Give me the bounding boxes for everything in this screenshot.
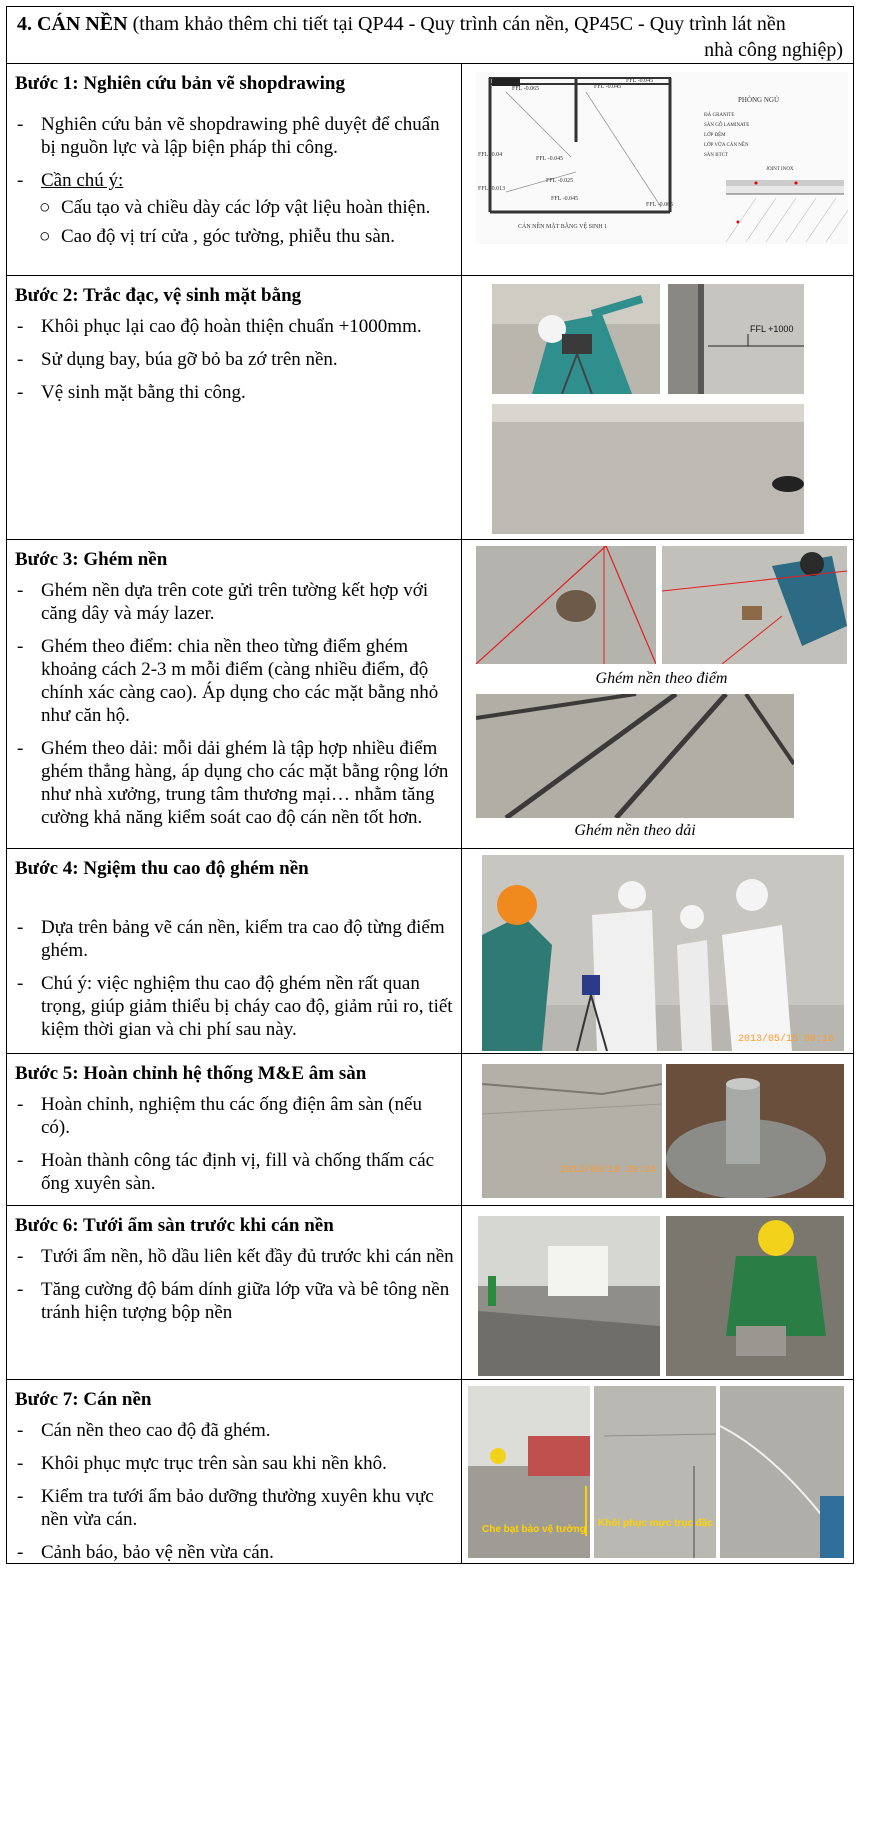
step-title: Bước 6: Tưới ẩm sàn trước khi cán nền — [15, 1215, 334, 1236]
svg-text:JOINT INOX: JOINT INOX — [766, 167, 794, 172]
axis-mark-photo — [594, 1386, 716, 1558]
svg-text:LỚP VỮA CÁN NỀN: LỚP VỮA CÁN NỀN — [704, 143, 749, 148]
photo-timestamp: 2013/06/18 20:24 — [559, 1165, 656, 1176]
list-item: - Cần chú ý: — [15, 169, 455, 192]
list-item: - Tăng cường độ bám dính giữa lớp vữa và bê tông nền tránh hiện tượng bộp nền — [17, 1279, 450, 1323]
section-number: 4. — [17, 13, 32, 35]
surveying-photo — [492, 284, 660, 394]
svg-text:FFL -0.025: FFL -0.025 — [546, 178, 574, 184]
svg-text:FFL -0.045: FFL -0.045 — [626, 78, 654, 84]
step-5-photos — [462, 1054, 853, 1205]
svg-text:FFL -0.04: FFL -0.04 — [478, 152, 503, 158]
pipe-waterproof-photo — [666, 1064, 844, 1198]
step-2-photos — [462, 276, 853, 539]
svg-text:FFL -0.065: FFL -0.065 — [512, 86, 540, 92]
svg-text:LỚP ĐỆM: LỚP ĐỆM — [704, 133, 726, 138]
step-7-photos — [462, 1380, 853, 1563]
step-title: Bước 5: Hoàn chỉnh hệ thống M&E âm sàn — [15, 1063, 367, 1084]
svg-text:FFL -0.013: FFL -0.013 — [478, 186, 506, 192]
list-item: - Cán nền theo cao độ đã ghém. — [17, 1420, 271, 1441]
section-note: (tham khảo thêm chi tiết tại QP44 - Quy trình cán nền, QP45C - Quy trình lát nền — [132, 13, 786, 35]
list-item: - Cảnh báo, bảo vệ nền vừa cán. — [17, 1542, 274, 1563]
step-title: Bước 7: Cán nền — [15, 1389, 152, 1410]
caption-point: Ghém nền theo điểm — [595, 670, 728, 687]
curing-photo — [720, 1386, 844, 1558]
wall-mark-photo — [668, 284, 804, 394]
section-header — [7, 7, 853, 64]
svg-text:FFL -0.045: FFL -0.045 — [551, 196, 579, 202]
step-3-photos — [462, 540, 853, 848]
step-1-figure — [462, 64, 853, 275]
step-6-photos — [462, 1206, 853, 1379]
sub-list-item: ○ Cấu tạo và chiều dày các lớp vật liệu hoàn thiện. — [39, 197, 431, 218]
list-item: - Hoàn thành công tác định vị, fill và chống thấm các ống xuyên sàn. — [17, 1150, 435, 1194]
step-4-photos — [462, 849, 853, 1053]
clean-floor-photo — [492, 404, 804, 534]
list-item: - Sử dụng bay, búa gỡ bỏ ba zớ trên nền. — [17, 349, 338, 370]
shopdrawing-image — [476, 72, 848, 244]
list-item: - Chú ý: việc nghiệm thu cao độ ghém nền rất quan trọng, giúp giảm thiểu bị cháy cao độ, giảm rủi ro, tiết kiệm thời gian và chi phí sau này. — [17, 973, 453, 1040]
step-5-text — [7, 1054, 462, 1205]
bonding-slurry-photo — [666, 1216, 844, 1376]
svg-text:SÀN BTCT: SÀN BTCT — [704, 153, 729, 158]
list-item: - Vệ sinh mặt bằng thi công. — [17, 382, 246, 403]
step-title: Bước 2: Trắc đạc, vệ sinh mặt bằng — [15, 285, 302, 306]
document-table — [6, 6, 854, 1564]
step-row-1 — [7, 64, 853, 276]
svg-text:FFL -0.065: FFL -0.065 — [646, 202, 674, 208]
svg-text:FFL -0.045: FFL -0.045 — [594, 84, 622, 90]
list-item: - Hoàn chỉnh, nghiệm thu các ống điện âm sàn (nếu có). — [17, 1094, 422, 1138]
svg-text:ĐÁ GRANITE: ĐÁ GRANITE — [704, 113, 735, 118]
step-title: Bước 1: Nghiên cứu bản vẽ shopdrawing — [15, 73, 345, 94]
step-7-text — [7, 1380, 462, 1563]
list-item: - Nghiên cứu bản vẽ shopdrawing phê duyệt để chuẩn bị nguồn lực và lập biện pháp thi công. — [17, 114, 440, 158]
wet-floor-photo — [478, 1216, 660, 1376]
list-item: - Khôi phục mực trục trên sàn sau khi nền khô. — [17, 1453, 387, 1474]
svg-text:FFL -0.045: FFL -0.045 — [536, 156, 564, 162]
list-item: - Dựa trên bảng vẽ cán nền, kiểm tra cao độ từng điểm ghém. — [17, 917, 445, 961]
list-item: - Khôi phục lại cao độ hoàn thiện chuẩn +1000mm. — [17, 316, 422, 337]
floor-conduit-photo — [482, 1064, 662, 1198]
sub-list-item: ○ Cao độ vị trí cửa , góc tường, phiễu thu sàn. — [39, 226, 396, 247]
list-item: - Ghém theo dải: mỗi dải ghém là tập hợp nhiều điểm ghém thẳng hàng, áp dụng cho các mặt bằng rộng lớn như nhà xưởng, trung tâm thương mại… nhằm tăng cường khả năng kiểm soát cao độ cán nền tốt hơn. — [17, 738, 449, 828]
note-label: Cần chú ý: — [41, 170, 124, 191]
section-note-cont: nhà công nghiệp) — [704, 39, 843, 61]
svg-text:PHÒNG NGỦ: PHÒNG NGỦ — [738, 96, 780, 104]
step-row-7 — [7, 1380, 853, 1563]
inspection-photo — [482, 855, 844, 1051]
section-title: CÁN NỀN — [37, 13, 128, 35]
caption-strip: Ghém nền theo dải — [574, 822, 696, 839]
point-screed-photo — [476, 546, 656, 664]
svg-text:SÀN GỖ LAMINATE: SÀN GỖ LAMINATE — [704, 123, 750, 128]
step-1-text — [7, 64, 462, 275]
step-4-text — [7, 849, 462, 1053]
wall-cover-photo — [468, 1386, 590, 1558]
list-item: - Kiểm tra tưới ẩm bảo dưỡng thường xuyên khu vực nền vừa cán. — [17, 1486, 434, 1530]
step-row-4 — [7, 849, 853, 1054]
svg-text:CÁN NỀN MẶT BẰNG VỆ SINH 1: CÁN NỀN MẶT BẰNG VỆ SINH 1 — [518, 224, 608, 230]
list-item: - Ghém nền dựa trên cote gửi trên tường kết hợp với căng dây và máy lazer. — [17, 580, 429, 624]
list-item: - Ghém theo điểm: chia nền theo từng điểm ghém khoảng cách 2-3 m mỗi điểm (càng nhiều điểm, độ chính xác càng cao). Áp dụng cho các mặt bằng nhỏ như căn hộ. — [17, 636, 439, 726]
step-2-text — [7, 276, 462, 539]
step-row-2 — [7, 276, 853, 540]
svg-text:FFL +1000: FFL +1000 — [750, 324, 794, 334]
step-row-3 — [7, 540, 853, 849]
photo-label: Che bạt bảo vệ tường — [482, 1524, 586, 1535]
step-row-6 — [7, 1206, 853, 1380]
step-title: Bước 3: Ghém nền — [15, 549, 168, 570]
step-row-5 — [7, 1054, 853, 1206]
point-screed-worker-photo — [662, 546, 847, 664]
photo-timestamp: 2013/05/15 09:16 — [737, 1034, 834, 1045]
list-item: - Tưới ẩm nền, hồ dầu liên kết đầy đủ trước khi cán nền — [17, 1246, 454, 1267]
step-6-text — [7, 1206, 462, 1379]
photo-label: Khôi phục mực trục đặc — [598, 1518, 714, 1529]
strip-screed-photo — [476, 694, 794, 818]
step-title: Bước 4: Ngiệm thu cao độ ghém nền — [15, 858, 309, 879]
step-3-text — [7, 540, 462, 848]
